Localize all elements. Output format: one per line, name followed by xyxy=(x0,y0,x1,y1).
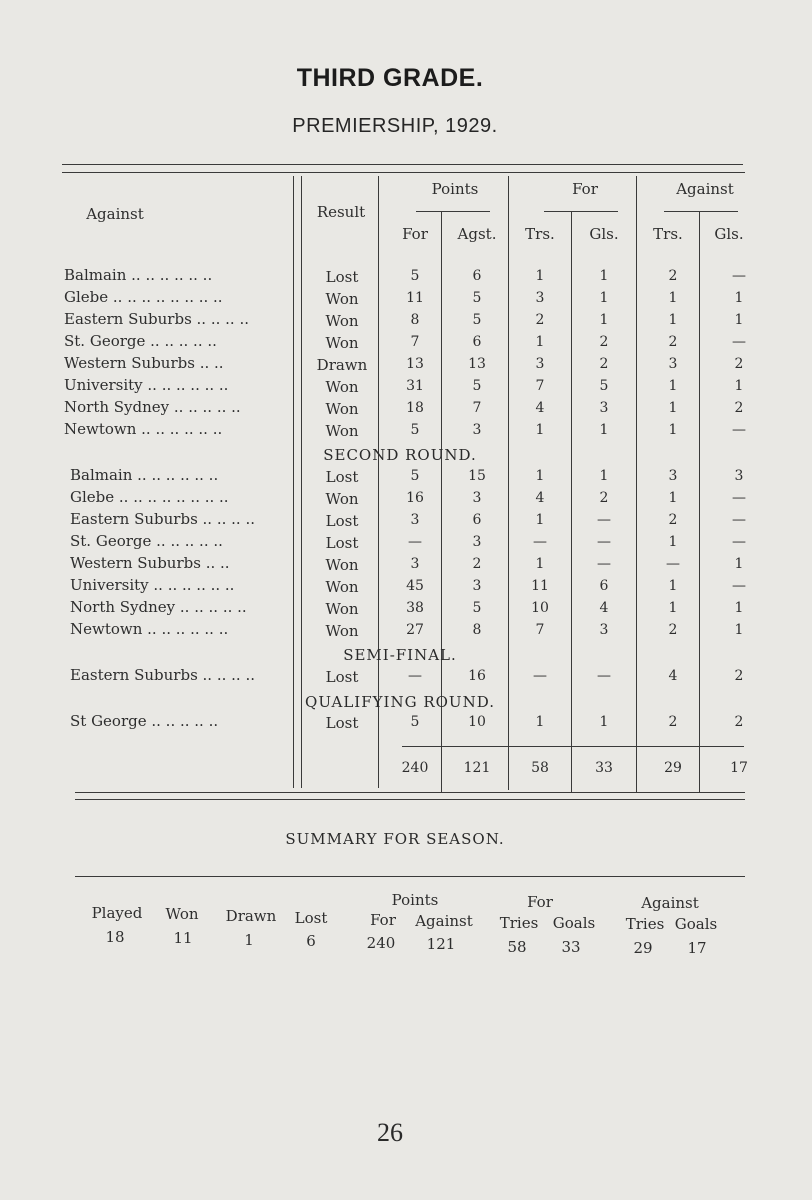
result-cell: Won xyxy=(325,556,359,574)
team-name: Balmain .. .. .. .. .. .. xyxy=(70,466,219,484)
stat-cell-at: 1 xyxy=(668,534,678,550)
stat-cell-fg: 5 xyxy=(599,378,609,394)
stat-cell-pa: 7 xyxy=(472,400,482,416)
stat-cell-ft: — xyxy=(533,534,547,550)
team-name: University .. .. .. .. .. .. xyxy=(64,376,229,394)
stat-cell-pa: 3 xyxy=(472,578,482,594)
stat-cell-ag: — xyxy=(732,578,746,594)
stat-cell-ft: 7 xyxy=(535,378,545,394)
stat-cell-pa: 6 xyxy=(472,268,482,284)
header-against-trs: Trs. xyxy=(653,225,683,243)
stat-cell-at: 1 xyxy=(668,490,678,506)
stat-cell-pf: 7 xyxy=(410,334,420,350)
team-name: St. George .. .. .. .. .. xyxy=(64,332,217,350)
stat-cell-ag: 2 xyxy=(734,400,744,416)
summary-label-won: Won xyxy=(165,905,199,923)
stat-cell-at: 2 xyxy=(668,622,678,638)
stat-cell-fg: — xyxy=(597,512,611,528)
stat-cell-ag: 1 xyxy=(734,378,744,394)
stat-cell-ag: — xyxy=(732,334,746,350)
stat-cell-ft: 4 xyxy=(535,400,545,416)
total-for-tries: 58 xyxy=(531,760,549,776)
stat-cell-pa: 6 xyxy=(472,334,482,350)
result-cell: Lost xyxy=(325,714,359,732)
stat-cell-ag: 1 xyxy=(734,290,744,306)
summary-label-for: For xyxy=(527,893,553,911)
stat-cell-fg: 3 xyxy=(599,622,609,638)
stat-cell-pf: 18 xyxy=(406,400,424,416)
summary-against-goals: 17 xyxy=(687,939,707,957)
stat-cell-pf: 16 xyxy=(406,490,424,506)
stat-cell-at: 2 xyxy=(668,334,678,350)
page-title: THIRD GRADE. xyxy=(296,64,484,92)
bottom-rule-2 xyxy=(75,799,745,800)
header-points: Points xyxy=(431,180,479,198)
stat-cell-at: — xyxy=(666,556,680,572)
stat-cell-pf: 5 xyxy=(410,422,420,438)
stat-cell-pf: 13 xyxy=(406,356,424,372)
stat-cell-pf: 27 xyxy=(406,622,424,638)
team-name: Eastern Suburbs .. .. .. .. xyxy=(70,510,255,528)
header-against-gls: Gls. xyxy=(714,225,744,243)
summary-rule xyxy=(75,876,745,877)
stat-cell-ag: 1 xyxy=(734,312,744,328)
summary-label-for-tries: Tries xyxy=(499,914,539,932)
result-cell: Lost xyxy=(325,668,359,686)
stat-cell-ag: — xyxy=(732,512,746,528)
stat-cell-fg: 6 xyxy=(599,578,609,594)
stat-cell-pa: 3 xyxy=(472,490,482,506)
team-name: North Sydney .. .. .. .. .. xyxy=(64,398,241,416)
summary-label-points: Points xyxy=(391,891,439,909)
stat-cell-at: 1 xyxy=(668,378,678,394)
stat-cell-pf: 38 xyxy=(406,600,424,616)
stat-cell-ft: 3 xyxy=(535,290,545,306)
stat-cell-pa: 2 xyxy=(472,556,482,572)
team-name: St. George .. .. .. .. .. xyxy=(70,532,223,550)
team-name: University .. .. .. .. .. .. xyxy=(70,576,235,594)
header-for-trs: Trs. xyxy=(525,225,555,243)
summary-won: 11 xyxy=(173,929,193,947)
stat-cell-fg: 2 xyxy=(599,490,609,506)
for-underline xyxy=(544,211,618,212)
stat-cell-pa: 5 xyxy=(472,600,482,616)
stat-cell-pf: 8 xyxy=(410,312,420,328)
team-name: Eastern Suburbs .. .. .. .. xyxy=(64,310,249,328)
top-rule-1 xyxy=(62,164,743,165)
stat-cell-at: 3 xyxy=(668,356,678,372)
stat-cell-ag: 1 xyxy=(734,622,744,638)
team-name: Eastern Suburbs .. .. .. .. xyxy=(70,666,255,684)
stat-cell-pa: 15 xyxy=(468,468,486,484)
stat-cell-at: 1 xyxy=(668,400,678,416)
header-for-group: For xyxy=(572,180,598,198)
stat-cell-fg: 2 xyxy=(599,334,609,350)
stat-cell-ft: 7 xyxy=(535,622,545,638)
summary-played: 18 xyxy=(105,928,125,946)
summary-label-drawn: Drawn xyxy=(225,907,277,925)
stat-cell-pa: 10 xyxy=(468,714,486,730)
summary-label-played: Played xyxy=(91,904,143,922)
stat-cell-fg: — xyxy=(597,534,611,550)
team-name: Newtown .. .. .. .. .. .. xyxy=(70,620,229,638)
stat-cell-at: 2 xyxy=(668,512,678,528)
stat-cell-ft: 1 xyxy=(535,268,545,284)
stat-cell-fg: 1 xyxy=(599,290,609,306)
total-points-for: 240 xyxy=(401,760,429,776)
stat-cell-at: 1 xyxy=(668,290,678,306)
summary-label-for-goals: Goals xyxy=(552,914,596,932)
stat-cell-ft: 1 xyxy=(535,556,545,572)
summary-for-goals: 33 xyxy=(561,938,581,956)
page-subtitle: PREMIERSHIP, 1929. xyxy=(292,115,498,137)
stat-cell-fg: 3 xyxy=(599,400,609,416)
result-cell: Lost xyxy=(325,468,359,486)
stat-cell-ag: — xyxy=(732,268,746,284)
stat-cell-pf: — xyxy=(408,668,422,684)
total-against-goals: 17 xyxy=(730,760,748,776)
team-name: North Sydney .. .. .. .. .. xyxy=(70,598,247,616)
summary-label-lost: Lost xyxy=(294,909,328,927)
summary-label-points-against: Against xyxy=(415,912,473,930)
summary-label-points-for: For xyxy=(370,911,396,929)
team-name: St George .. .. .. .. .. xyxy=(70,712,219,730)
summary-title: SUMMARY FOR SEASON. xyxy=(285,830,505,848)
bottom-rule-1 xyxy=(75,792,745,793)
result-cell: Won xyxy=(325,600,359,618)
result-cell: Won xyxy=(325,578,359,596)
section-heading: SECOND ROUND. xyxy=(323,446,477,464)
team-name: Western Suburbs .. .. xyxy=(64,354,224,372)
summary-points-against: 121 xyxy=(426,935,456,953)
totals-rule xyxy=(402,746,744,747)
stat-cell-pf: 5 xyxy=(410,714,420,730)
result-cell: Won xyxy=(325,422,359,440)
header-points-agst: Agst. xyxy=(457,225,497,243)
stat-cell-at: 1 xyxy=(668,312,678,328)
stat-cell-ft: 1 xyxy=(535,334,545,350)
stat-cell-at: 2 xyxy=(668,268,678,284)
stat-cell-pa: 8 xyxy=(472,622,482,638)
summary-points-for: 240 xyxy=(366,934,396,952)
stat-cell-pf: 11 xyxy=(406,290,424,306)
stat-cell-ag: 1 xyxy=(734,600,744,616)
section-heading: SEMI-FINAL. xyxy=(343,646,457,664)
stat-cell-pf: 5 xyxy=(410,468,420,484)
summary-drawn: 1 xyxy=(244,931,254,949)
stat-cell-pa: 5 xyxy=(472,312,482,328)
stat-cell-ft: 1 xyxy=(535,714,545,730)
result-cell: Won xyxy=(325,400,359,418)
against-underline xyxy=(664,211,738,212)
points-underline xyxy=(416,211,490,212)
total-for-goals: 33 xyxy=(595,760,613,776)
stat-cell-pf: 45 xyxy=(406,578,424,594)
stat-cell-ft: 1 xyxy=(535,512,545,528)
stat-cell-at: 1 xyxy=(668,578,678,594)
page-number: 26 xyxy=(377,1118,403,1147)
summary-for-tries: 58 xyxy=(507,938,527,956)
stat-cell-ft: 2 xyxy=(535,312,545,328)
stat-cell-pa: 3 xyxy=(472,422,482,438)
stat-cell-fg: 1 xyxy=(599,714,609,730)
stat-cell-pf: 5 xyxy=(410,268,420,284)
team-name: Western Suburbs .. .. xyxy=(70,554,230,572)
team-name: Balmain .. .. .. .. .. .. xyxy=(64,266,213,284)
result-cell: Won xyxy=(325,312,359,330)
stat-cell-at: 3 xyxy=(668,468,678,484)
stat-cell-ft: — xyxy=(533,668,547,684)
stat-cell-at: 1 xyxy=(668,422,678,438)
result-cell: Lost xyxy=(325,268,359,286)
total-points-agst: 121 xyxy=(463,760,491,776)
stat-cell-ft: 1 xyxy=(535,422,545,438)
stat-cell-fg: 1 xyxy=(599,422,609,438)
result-cell: Won xyxy=(325,622,359,640)
stat-cell-ag: — xyxy=(732,534,746,550)
stat-cell-pf: 31 xyxy=(406,378,424,394)
header-against: Against xyxy=(86,205,144,223)
stat-cell-at: 4 xyxy=(668,668,678,684)
stat-cell-pa: 5 xyxy=(472,290,482,306)
stat-cell-ft: 4 xyxy=(535,490,545,506)
result-cell: Drawn xyxy=(316,356,368,374)
stat-cell-pa: 5 xyxy=(472,378,482,394)
stat-cell-pf: 3 xyxy=(410,512,420,528)
stat-cell-ft: 1 xyxy=(535,468,545,484)
stat-cell-ft: 11 xyxy=(531,578,549,594)
team-name: Newtown .. .. .. .. .. .. xyxy=(64,420,223,438)
header-result: Result xyxy=(316,203,366,221)
stat-cell-ag: — xyxy=(732,422,746,438)
result-cell: Won xyxy=(325,490,359,508)
summary-against-tries: 29 xyxy=(633,939,653,957)
stat-cell-ft: 10 xyxy=(531,600,549,616)
stat-cell-pf: 3 xyxy=(410,556,420,572)
team-name: Glebe .. .. .. .. .. .. .. .. xyxy=(70,488,229,506)
stat-cell-at: 2 xyxy=(668,714,678,730)
result-cell: Won xyxy=(325,378,359,396)
summary-label-against-goals: Goals xyxy=(674,915,718,933)
stat-cell-fg: 1 xyxy=(599,268,609,284)
summary-label-against-tries: Tries xyxy=(625,915,665,933)
stat-cell-fg: 1 xyxy=(599,312,609,328)
stat-cell-ag: 2 xyxy=(734,668,744,684)
stat-cell-fg: 1 xyxy=(599,468,609,484)
top-rule-2 xyxy=(62,172,745,173)
stat-cell-ag: 2 xyxy=(734,356,744,372)
stat-cell-fg: — xyxy=(597,556,611,572)
stat-cell-ag: 1 xyxy=(734,556,744,572)
stat-cell-pa: 6 xyxy=(472,512,482,528)
result-cell: Lost xyxy=(325,534,359,552)
stat-cell-at: 1 xyxy=(668,600,678,616)
total-against-tries: 29 xyxy=(664,760,682,776)
stat-cell-ag: 3 xyxy=(734,468,744,484)
stat-cell-fg: 2 xyxy=(599,356,609,372)
summary-label-against: Against xyxy=(641,894,699,912)
stat-cell-ft: 3 xyxy=(535,356,545,372)
stat-cell-pa: 13 xyxy=(468,356,486,372)
result-cell: Won xyxy=(325,334,359,352)
team-name: Glebe .. .. .. .. .. .. .. .. xyxy=(64,288,223,306)
header-against-group: Against xyxy=(676,180,734,198)
stat-cell-fg: — xyxy=(597,668,611,684)
stat-cell-pa: 16 xyxy=(468,668,486,684)
result-cell: Lost xyxy=(325,512,359,530)
summary-lost: 6 xyxy=(306,932,316,950)
stat-cell-fg: 4 xyxy=(599,600,609,616)
stat-cell-pa: 3 xyxy=(472,534,482,550)
header-for-gls: Gls. xyxy=(589,225,619,243)
section-heading: QUALIFYING ROUND. xyxy=(305,693,495,711)
stat-cell-ag: 2 xyxy=(734,714,744,730)
stat-cell-ag: — xyxy=(732,490,746,506)
stat-cell-pf: — xyxy=(408,534,422,550)
header-points-for: For xyxy=(402,225,428,243)
result-cell: Won xyxy=(325,290,359,308)
